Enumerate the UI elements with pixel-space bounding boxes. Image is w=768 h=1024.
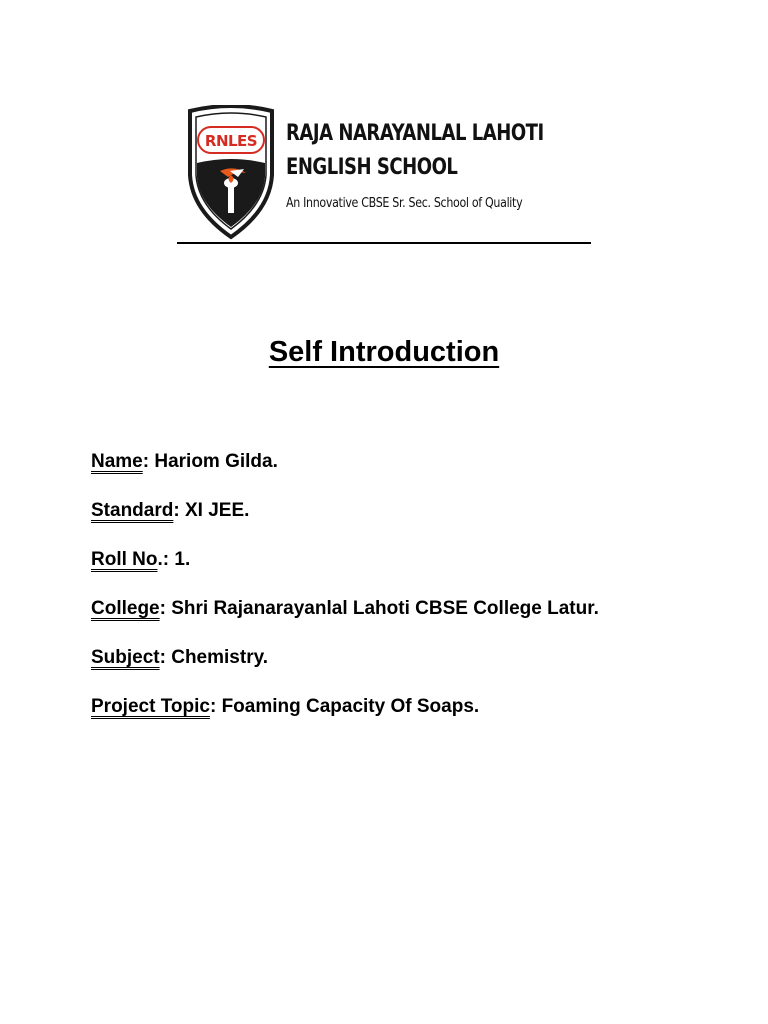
school-name-line2: ENGLISH SCHOOL bbox=[286, 155, 458, 180]
field-label: Project Topic bbox=[91, 696, 210, 717]
school-name bbox=[286, 117, 544, 185]
field-value: Hariom Gilda. bbox=[154, 451, 278, 472]
field-value: XI JEE. bbox=[184, 500, 250, 521]
field-separator: : bbox=[173, 500, 185, 521]
field-separator: : bbox=[142, 451, 155, 472]
header-divider bbox=[177, 242, 591, 244]
field-roll-no bbox=[91, 546, 190, 574]
school-name-line1: RAJA NARAYANLAL LAHOTI bbox=[286, 121, 544, 146]
page-title-text: Self Introduction bbox=[268, 336, 500, 368]
field-label: Standard bbox=[91, 500, 174, 521]
page-title bbox=[0, 332, 768, 372]
field-name bbox=[91, 448, 278, 476]
field-label: College bbox=[91, 598, 160, 619]
field-value: Chemistry. bbox=[171, 647, 269, 668]
field-college bbox=[91, 595, 599, 623]
field-label: Subject bbox=[91, 647, 160, 668]
field-value: 1. bbox=[174, 549, 191, 570]
shield-crest-icon bbox=[186, 105, 276, 240]
school-logo bbox=[186, 105, 546, 240]
field-label: Roll No bbox=[91, 549, 158, 570]
field-value: Foaming Capacity Of Soaps. bbox=[221, 696, 480, 717]
field-separator: : bbox=[159, 647, 172, 668]
field-label: Name bbox=[91, 451, 143, 472]
field-separator: : bbox=[159, 598, 172, 619]
field-standard bbox=[91, 497, 249, 525]
field-project-topic bbox=[91, 693, 479, 721]
school-tagline: An Innovative CBSE Sr. Sec. School of Quality bbox=[286, 195, 523, 211]
field-separator: .: bbox=[157, 549, 175, 570]
field-subject bbox=[91, 644, 268, 672]
field-separator: : bbox=[209, 696, 222, 717]
field-value: Shri Rajanarayanlal Lahoti CBSE College Latur. bbox=[171, 598, 599, 619]
crest-text: RNLES bbox=[204, 132, 258, 150]
